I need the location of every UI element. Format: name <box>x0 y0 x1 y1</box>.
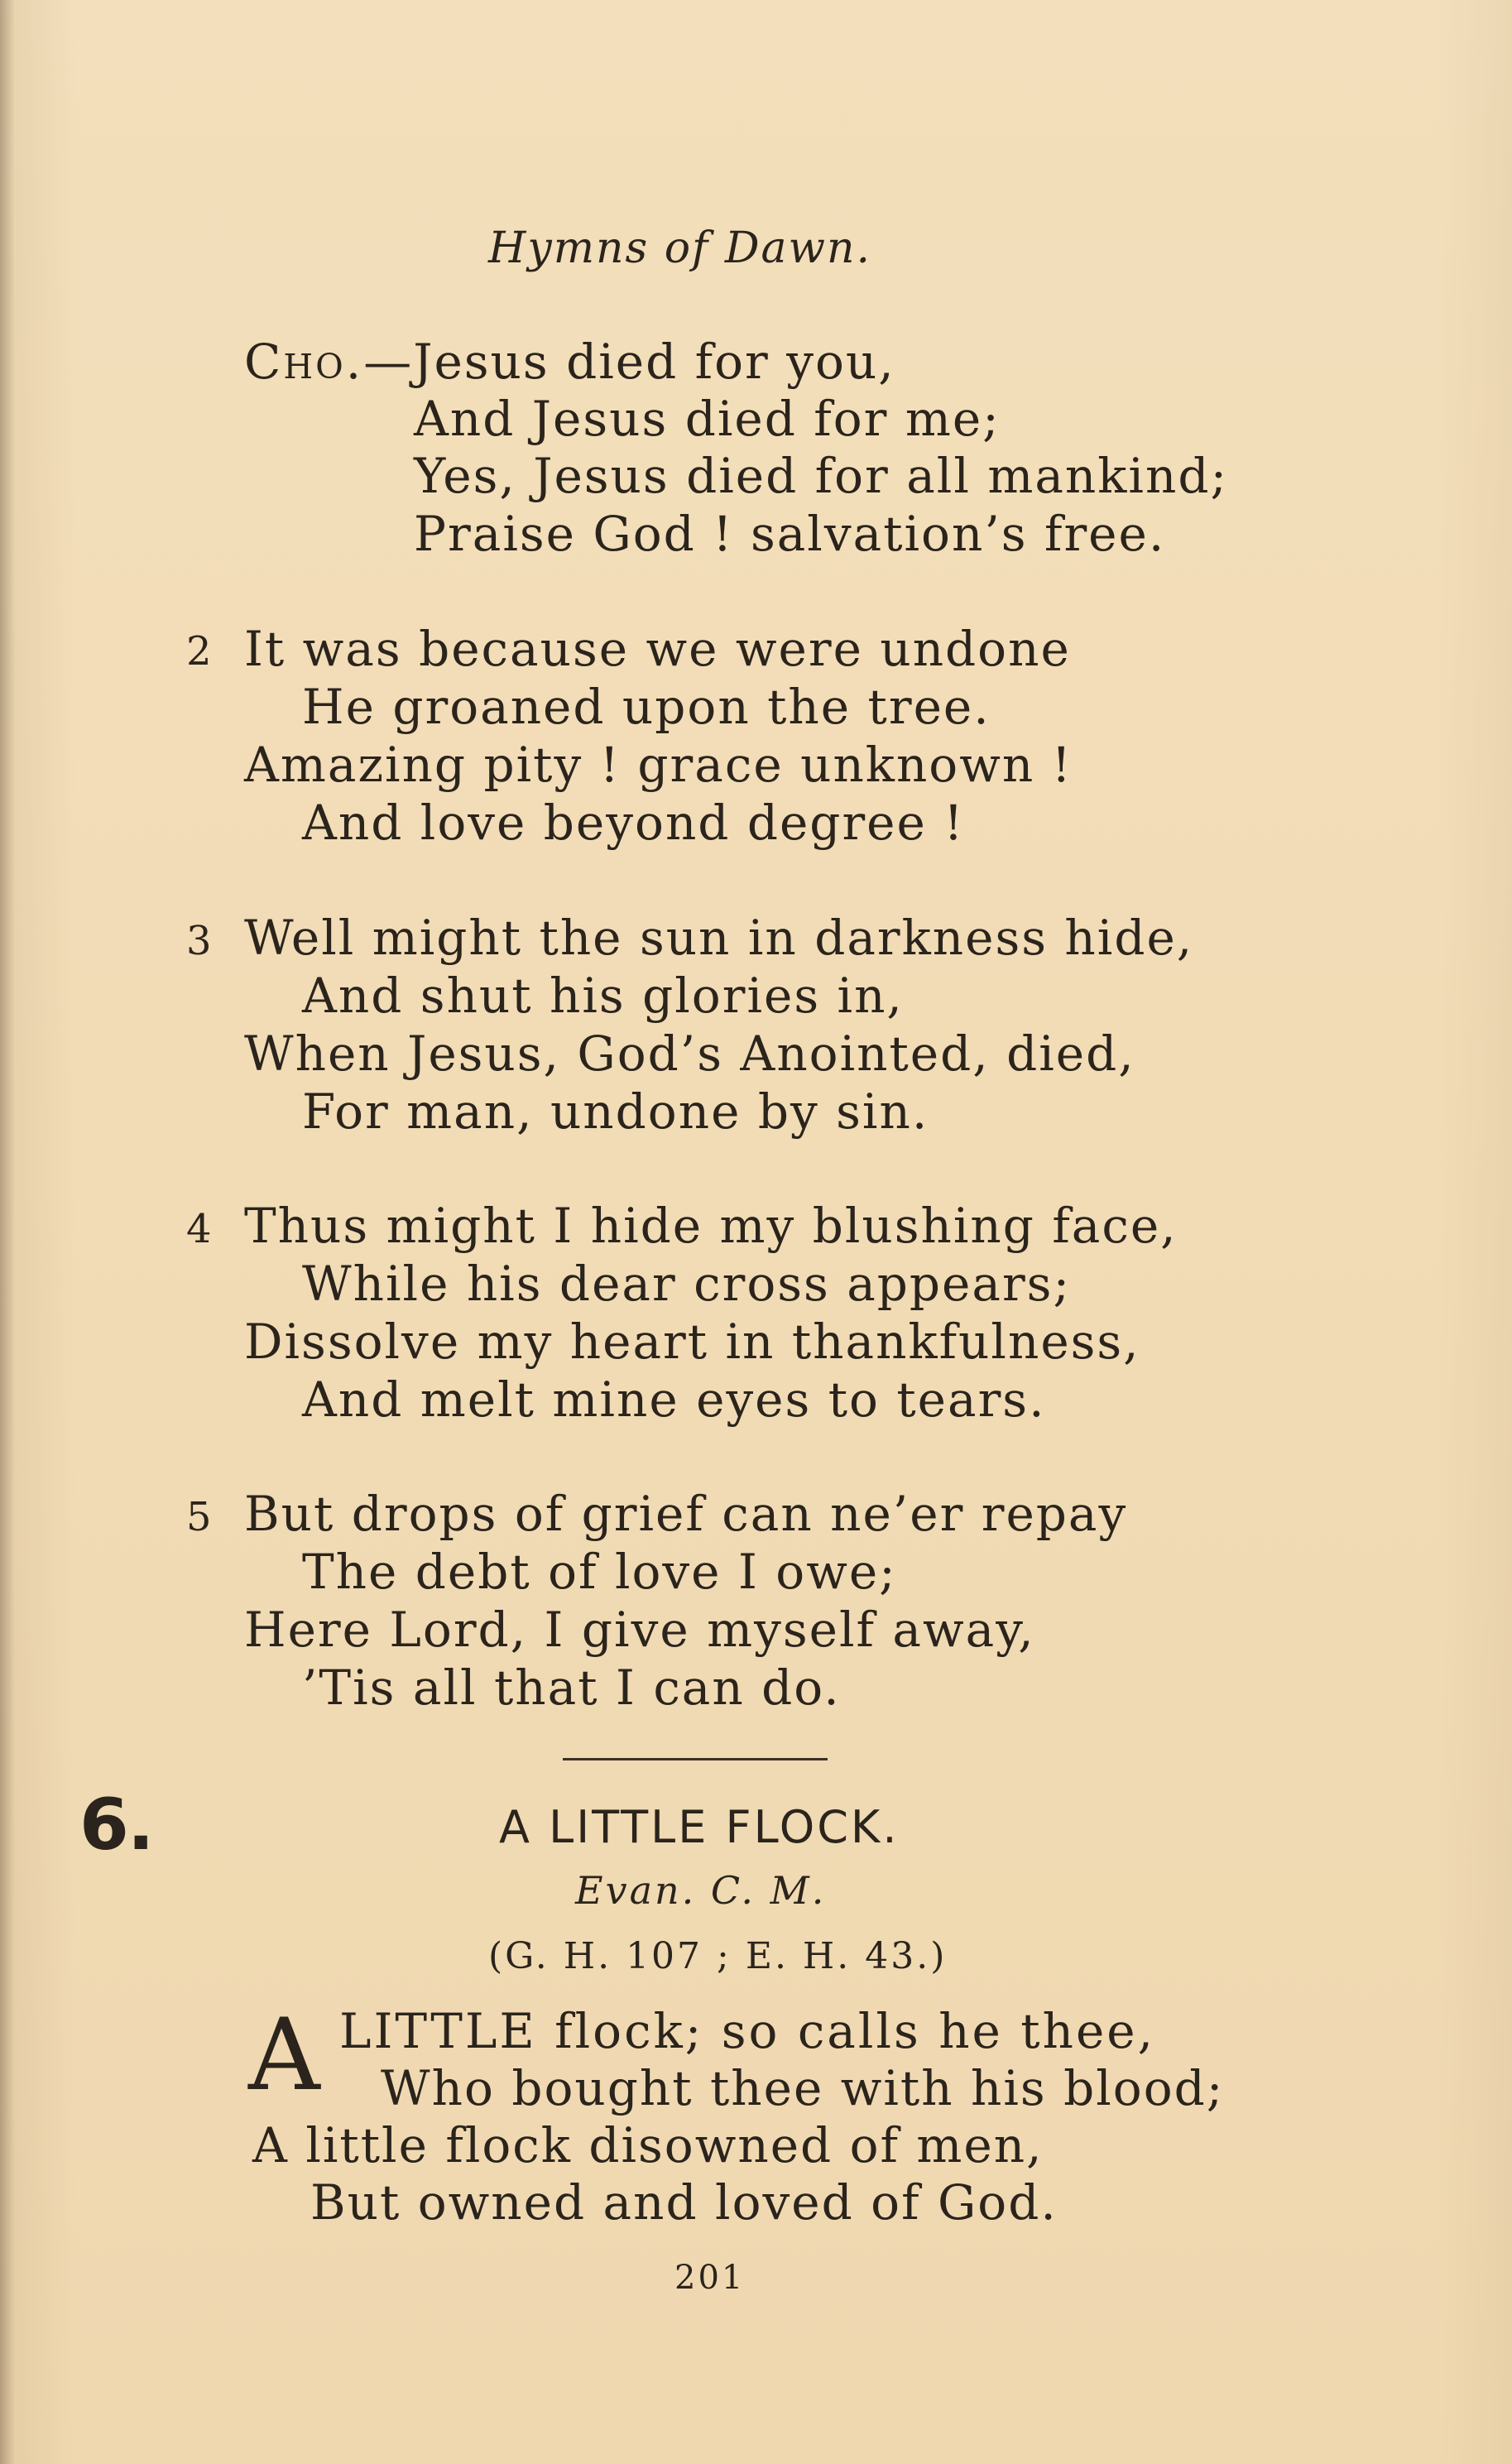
chorus-line-1: Jesus died for you, <box>413 334 895 390</box>
verse-3-line-1: Well might the sun in darkness hide, <box>244 910 1194 966</box>
page-number: 201 <box>674 2259 746 2297</box>
page-edge-shadow <box>0 0 15 2464</box>
hymn-number: 6. <box>79 1784 153 1866</box>
verse-3-line-4: For man, undone by sin. <box>302 1083 929 1140</box>
hymn-6-line-4: But owned and loved of God. <box>310 2174 1058 2231</box>
verse-5-line-4: ’Tis all that I can do. <box>302 1659 841 1716</box>
section-divider <box>563 1758 828 1760</box>
chorus-line-3: Yes, Jesus died for all mankind; <box>414 448 1228 504</box>
chorus-line-2: And Jesus died for me; <box>414 391 1001 447</box>
chorus-label <box>244 334 895 390</box>
chorus-tag: Cho. <box>244 334 364 390</box>
verse-2-line-4: And love beyond degree ! <box>302 795 965 851</box>
verse-3-line-3: When Jesus, God’s Anointed, died, <box>244 1025 1135 1082</box>
verse-2-line-2: He groaned upon the tree. <box>302 679 991 735</box>
hymn-6-line-3: A little flock disowned of men, <box>252 2117 1044 2173</box>
verse-number-4: 4 <box>186 1206 212 1252</box>
verse-4-line-2: While his dear cross appears; <box>302 1256 1071 1312</box>
running-title: Hymns of Dawn. <box>488 223 872 273</box>
verse-4-line-1: Thus might I hide my blushing face, <box>244 1198 1178 1254</box>
verse-4-line-3: Dissolve my heart in thankfulness, <box>244 1314 1140 1370</box>
verse-3-line-2: And shut his glories in, <box>302 968 904 1024</box>
verse-2-line-1: It was because we were undone <box>244 621 1071 677</box>
verse-number-2: 2 <box>186 628 212 675</box>
verse-4-line-4: And melt mine eyes to tears. <box>302 1371 1046 1428</box>
tune-meter: Evan. C. M. <box>575 1868 827 1913</box>
drop-cap: A <box>248 1998 320 2113</box>
chorus-line-4: Praise God ! salvation’s free. <box>414 506 1166 562</box>
verse-5-line-3: Here Lord, I give myself away, <box>244 1602 1035 1658</box>
verse-number-3: 3 <box>186 918 212 964</box>
verse-5-line-1: But drops of grief can ne’er repay <box>244 1486 1128 1542</box>
hymn-title: A LITTLE FLOCK. <box>499 1801 900 1853</box>
verse-5-line-2: The debt of love I owe; <box>302 1544 897 1600</box>
hymn-references: (G. H. 107 ; E. H. 43.) <box>488 1935 948 1977</box>
hymn-6-first-line: LITTLE flock; so calls he thee, <box>339 2003 1156 2059</box>
chorus-dash: — <box>363 334 414 390</box>
verse-2-line-3: Amazing pity ! grace unknown ! <box>244 737 1073 793</box>
verse-number-5: 5 <box>186 1494 212 1540</box>
hymn-6-line-2: Who bought thee with his blood; <box>381 2060 1225 2116</box>
